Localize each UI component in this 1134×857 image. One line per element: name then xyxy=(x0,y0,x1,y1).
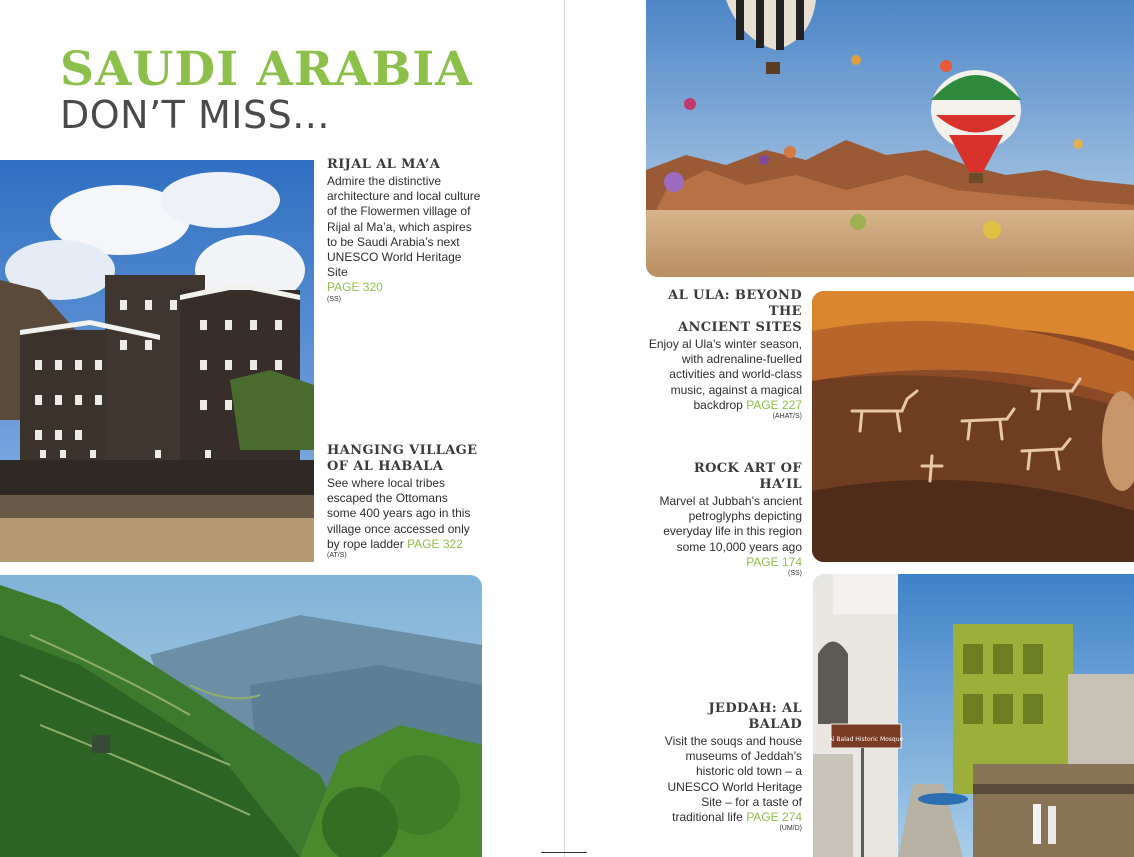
entry-heading xyxy=(327,443,479,475)
page-reference[interactable]: PAGE 322 xyxy=(407,536,463,551)
entry-body: See where local tribes escaped the Ottomans some 400 years ago in this village once accessed only by rope ladder xyxy=(327,476,471,551)
page-subtitle: DON’T MISS... xyxy=(60,93,330,137)
page-spine xyxy=(564,0,565,857)
photo-jeddah-al-balad xyxy=(813,574,1134,857)
page-reference[interactable]: PAGE 274 xyxy=(746,810,802,825)
entry-jeddah-al-balad xyxy=(650,701,802,833)
entry-body: Marvel at Jubbah’s ancient petroglyphs depicting everyday life in this region some 10,000 years ago xyxy=(659,494,802,554)
entry-heading: ROCK ART OF HA’IL xyxy=(693,461,802,492)
photo-credit: (SS) xyxy=(788,570,802,578)
entry-body: Visit the souqs and house museums of Jeddah’s historic old town – a UNESCO World Heritage Site – for a taste of traditional life xyxy=(664,734,802,825)
entry-body: Admire the distinctive architecture and local culture of the Flowermen village of Rijal al Ma’a, which aspires to be Saudi Arabia’s next UNESCO World Heritage Site xyxy=(327,174,481,280)
photo-credit: (AT/S) xyxy=(327,552,347,560)
photo-al-ula-balloons xyxy=(646,0,1134,277)
street-sign-text: Al Balad Historic Mosque xyxy=(828,736,904,743)
entry-rijal-al-maa xyxy=(327,157,481,304)
entry-heading: RIJAL AL MA’A xyxy=(327,157,441,172)
page-reference[interactable]: PAGE 320 xyxy=(327,280,383,295)
entry-heading-line: OF AL HABALA xyxy=(327,459,444,474)
entry-heading-line: HANGING VILLAGE xyxy=(327,443,478,458)
photo-rock-art-hail xyxy=(812,291,1134,562)
photo-credit: (UM/D) xyxy=(779,825,802,833)
entry-body: Enjoy al Ula’s winter season, with adrenaline-fuelled activities and world-class music, against a magical backdrop xyxy=(648,337,802,412)
photo-al-habala-mountains xyxy=(0,575,482,857)
page-reference[interactable]: PAGE 227 xyxy=(746,397,802,412)
entry-heading: JEDDAH: AL BALAD xyxy=(708,701,802,732)
entry-rock-art-hail xyxy=(650,461,802,578)
photo-credit: (AHAT/S) xyxy=(772,413,802,421)
entry-heading-line: ANCIENT SITES xyxy=(677,320,802,335)
entry-hanging-village xyxy=(327,443,479,560)
entry-al-ula xyxy=(640,288,802,421)
entry-heading xyxy=(640,288,802,336)
photo-credit: (SS) xyxy=(327,295,341,303)
page-reference[interactable]: PAGE 174 xyxy=(746,554,802,569)
photo-rijal-al-maa xyxy=(0,160,314,562)
page-title: SAUDI ARABIA xyxy=(60,42,473,97)
spine-mark xyxy=(541,852,587,853)
entry-heading-line: AL ULA: BEYOND THE xyxy=(668,288,802,319)
